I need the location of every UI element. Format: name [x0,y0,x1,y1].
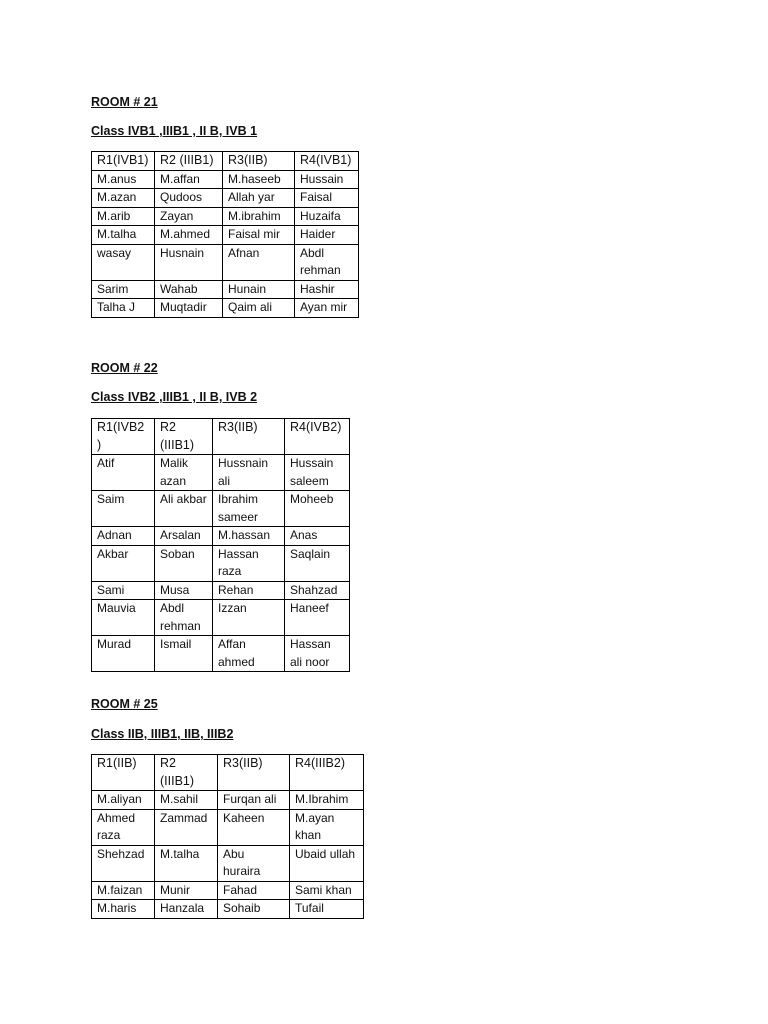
student-name: M.Ibrahim [295,792,349,806]
table-cell [155,226,223,245]
table-row [92,600,350,636]
table-row [92,299,359,318]
table-cell [223,170,295,189]
student-name: Afnan [228,245,260,260]
table-cell [92,545,155,581]
student-name: Sami [97,582,125,597]
table-cell [155,600,213,636]
student-name: Abdl rehman [160,601,201,633]
room-22-title: ROOM # 22 [91,361,158,375]
student-name: Soban [160,546,195,561]
table-cell [92,809,155,845]
column-header: R3(IIB) [223,152,295,171]
table-cell [213,581,285,600]
table-cell [290,881,364,900]
table-cell [155,809,218,845]
student-name: M.azan [97,190,137,204]
table-cell [155,881,218,900]
student-name: Tufail [295,901,324,915]
student-name: Shehzad [97,846,145,861]
student-name: Ismail [160,637,192,651]
table-cell [285,527,350,546]
student-name: Murad [97,637,132,651]
table-cell [92,491,155,527]
table-cell [92,527,155,546]
table-cell [92,280,155,299]
table-cell [92,881,155,900]
table-cell [295,170,359,189]
room-21-table [91,151,359,318]
student-name: M.ahmed [160,227,211,241]
student-name: M.affan [160,171,200,186]
table-cell [213,455,285,491]
table-cell [218,900,290,919]
student-name: Sarim [97,281,129,296]
table-cell [92,207,155,226]
table-cell [295,226,359,245]
table-row [92,189,359,208]
table-cell [155,455,213,491]
table-row [92,527,350,546]
column-header: R1(IVB2 ) [92,419,155,455]
table-cell [155,170,223,189]
student-name: Ali akbar [160,492,207,506]
table-cell [92,189,155,208]
student-name: Sami khan [295,882,352,897]
student-name: M.sahil [160,792,199,806]
table-cell [155,189,223,208]
table-cell [295,189,359,208]
table-cell [92,299,155,318]
room-22-table [91,418,350,672]
table-cell [285,545,350,581]
student-name: Izzan [218,601,247,615]
student-name: Furqan ali [223,792,277,806]
table-row [92,491,350,527]
room-25-title: ROOM # 25 [91,697,158,711]
student-name: Kaheen [223,810,265,825]
table-cell [290,791,364,810]
student-name: M.anus [97,171,137,186]
table-cell [218,809,290,845]
student-name: Hashir [300,281,335,296]
table-row [92,791,364,810]
column-header: R2 (IIIB1) [155,152,223,171]
student-name: Rehan [218,582,254,597]
table-row [92,900,364,919]
table-cell [92,845,155,881]
table-cell [92,600,155,636]
student-name: Allah yar [228,190,275,204]
column-header: R1(IIB) [92,755,155,791]
room-21-classes: Class IVB1 ,IIIB1 , II B, IVB 1 [91,124,258,138]
table-cell [218,845,290,881]
student-name: Saim [97,492,125,506]
table-row [92,809,364,845]
student-name: Hussain saleem [290,456,334,488]
student-name: Hassan ali noor [290,637,331,669]
student-name: M.haseeb [228,171,281,186]
table-cell [213,545,285,581]
student-name: M.arib [97,208,131,223]
student-name: Haneef [290,601,329,615]
student-name: Ibrahim sameer [218,492,259,524]
table-cell [155,527,213,546]
student-name: wasay [97,245,132,260]
table-cell [218,881,290,900]
table-cell [285,600,350,636]
student-name: Sohaib [223,901,261,915]
student-name: Qaim ali [228,300,273,314]
student-name: Moheeb [290,492,334,506]
table-cell [92,170,155,189]
table-cell [285,455,350,491]
student-name: Atif [97,456,115,470]
student-name: Huzaifa [300,208,341,223]
table-cell [155,581,213,600]
student-name: Abu huraira [223,846,261,878]
table-cell [290,809,364,845]
student-name: M.ibrahim [228,208,281,223]
table-header-row [92,419,350,455]
table-cell [92,581,155,600]
table-cell [155,244,223,280]
room-22-classes: Class IVB2 ,IIIB1 , II B, IVB 2 [91,390,258,404]
table-row [92,581,350,600]
table-cell [223,207,295,226]
student-name: Saqlain [290,546,331,561]
student-name: Shahzad [290,582,338,597]
table-cell [223,299,295,318]
table-cell [155,280,223,299]
table-row [92,226,359,245]
student-name: Hunain [228,281,267,296]
student-name: M.aliyan [97,792,142,806]
student-name: Faisal [300,190,333,204]
student-name: Adnan [97,528,132,542]
room-25-classes: Class IIB, IIIB1, IIB, IIIB2 [91,727,234,741]
student-name: Ahmed raza [97,810,136,842]
table-cell [285,636,350,672]
room-25-table [91,754,364,919]
table-cell [155,636,213,672]
table-header-row [92,152,359,171]
table-cell [223,280,295,299]
table-cell [290,845,364,881]
student-name: Haider [300,227,336,241]
column-header: R2 (IIIB1) [155,755,218,791]
student-name: Ubaid ullah [295,846,356,861]
table-cell [155,299,223,318]
student-name: M.hassan [218,528,271,542]
table-cell [92,900,155,919]
student-name: Qudoos [160,190,203,204]
column-header: R3(IIB) [213,419,285,455]
student-name: Hanzala [160,901,205,915]
student-name: M.faizan [97,882,143,897]
student-name: Hussain [300,171,344,186]
column-header: R2 (IIIB1) [155,419,213,455]
table-cell [155,791,218,810]
table-cell [295,207,359,226]
student-name: Zayan [160,208,194,223]
student-name: Ayan mir [300,300,348,314]
table-cell [92,226,155,245]
table-cell [213,527,285,546]
table-row [92,881,364,900]
table-row [92,845,364,881]
table-cell [92,244,155,280]
table-cell [218,791,290,810]
table-cell [295,280,359,299]
table-cell [223,244,295,280]
table-cell [155,207,223,226]
student-name: Wahab [160,281,198,296]
student-name: Mauvia [97,601,136,615]
student-name: Hussnain ali [218,456,269,488]
student-name: Husnain [160,245,205,260]
column-header: R3(IIB) [218,755,290,791]
student-name: Faisal mir [228,227,281,241]
table-cell [290,900,364,919]
student-name: M.ayan khan [295,810,335,842]
table-row [92,545,350,581]
table-cell [155,845,218,881]
table-cell [285,491,350,527]
column-header: R4(IVB2) [285,419,350,455]
table-cell [155,491,213,527]
table-cell [155,900,218,919]
table-row [92,280,359,299]
table-cell [223,226,295,245]
student-name: Anas [290,528,318,542]
column-header: R1(IVB1) [92,152,155,171]
table-row [92,207,359,226]
student-name: M.talha [160,846,200,861]
student-name: M.talha [97,227,137,241]
student-name: Hassan raza [218,546,259,578]
student-name: Munir [160,882,191,897]
student-name: M.haris [97,901,137,915]
column-header: R4(IVB1) [295,152,359,171]
table-row [92,170,359,189]
table-cell [92,636,155,672]
table-cell [223,189,295,208]
table-cell [213,636,285,672]
table-cell [92,791,155,810]
student-name: Muqtadir [160,300,207,314]
student-name: Talha J [97,300,136,314]
room-21-title: ROOM # 21 [91,95,158,109]
column-header: R4(IIIB2) [290,755,364,791]
table-cell [295,299,359,318]
table-cell [285,581,350,600]
table-row [92,244,359,280]
student-name: Arsalan [160,528,201,542]
table-cell [213,600,285,636]
table-row [92,636,350,672]
table-cell [92,455,155,491]
student-name: Affan ahmed [218,637,255,669]
student-name: Musa [160,582,190,597]
table-row [92,455,350,491]
table-cell [213,491,285,527]
student-name: Abdl rehman [300,245,341,277]
student-name: Malik azan [160,456,189,488]
table-cell [295,244,359,280]
student-name: Akbar [97,546,129,561]
table-header-row [92,755,364,791]
student-name: Fahad [223,882,258,897]
student-name: Zammad [160,810,208,825]
table-cell [155,545,213,581]
